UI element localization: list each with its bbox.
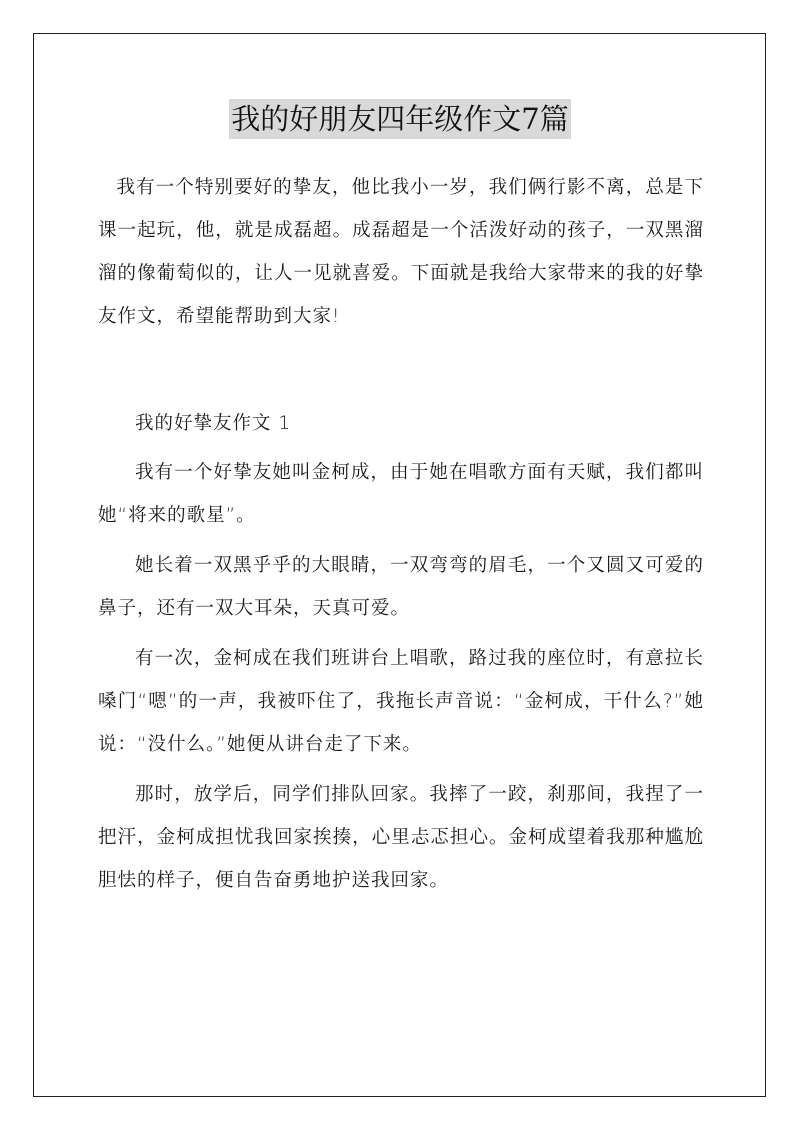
document-title: 我的好朋友四年级作文7篇: [229, 99, 570, 139]
title-container: [0, 99, 800, 139]
section-gap: [98, 338, 704, 402]
body-paragraph: 那时，放学后，同学们排队回家。我摔了一跤，刹那间，我捏了一把汗，金柯成担忧我回家挨揍，心里忐忑担心。金柯成望着我那种尴尬胆怯的样子，便自告奋勇地护送我回家。: [98, 784, 704, 891]
document-body: [98, 166, 704, 902]
intro-paragraph: 我有一个特别要好的挚友，他比我小一岁，我们俩行影不离，总是下课一起玩，他，就是成磊超。成磊超是一个活泼好动的孩子，一双黑溜溜的像葡萄似的，让人一见就喜爱。下面就是我给大家带来的我的好挚友作文，希望能帮助到大家!: [98, 177, 704, 327]
body-paragraph: 有一次，金柯成在我们班讲台上唱歌，路过我的座位时，有意拉长嗓门“嗯”的一声，我被吓住了，我拖长声音说：“金柯成，干什么?”她说：“没什么。”她便从讲台走了下来。: [98, 648, 704, 755]
body-paragraph: 她长着一双黑乎乎的大眼睛，一双弯弯的眉毛，一个又圆又可爱的鼻子，还有一双大耳朵，天真可爱。: [98, 555, 704, 619]
section-heading: 我的好挚友作文 1: [135, 413, 292, 434]
body-paragraph: 我有一个好挚友她叫金柯成，由于她在唱歌方面有天赋，我们都叫她“将来的歌星”。: [98, 462, 704, 526]
